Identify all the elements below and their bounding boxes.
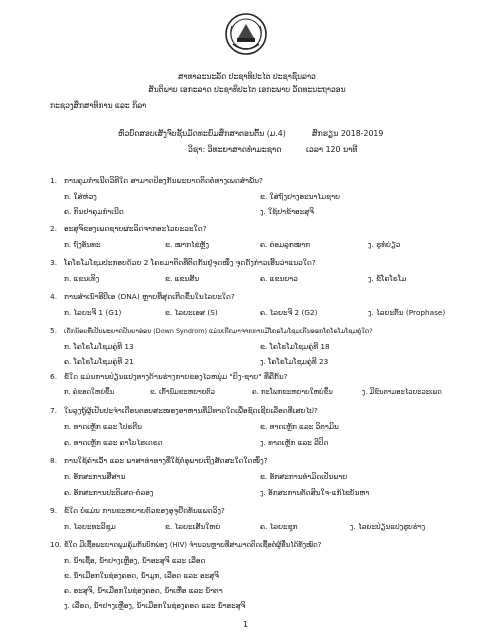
question-9 xyxy=(50,506,225,515)
q10-option-b: ຂ. ນ້ຳເມືອກໃນຊ່ອງຄອດ, ນ້ຳມູກ, ເລືອດ ແລະ ອະສຸຈິ xyxy=(64,571,219,580)
exam-title: ຫົວບົດສອບເສັງຈົບຊັ້ນມັດທະຍົມສຶກສາຕອນຕົ້ນ (ມ.4) xyxy=(118,129,286,138)
q4-option-a: ກ. ໄລຍະຈີ 1 (G1) xyxy=(64,308,122,317)
q5-option-b: ຂ. ໂຄໂຣໂມໂຊມຄູ່ທີ 18 xyxy=(260,342,330,351)
q10-option-c: ຄ. ອະສຸຈິ, ນ້ຳເມືອກໃນຊ່ອງຄອດ, ນ້ຳເຫື່ອ ແລະ ນ້ຳຕາ xyxy=(64,586,223,595)
question-number: 10. xyxy=(50,540,62,549)
q3-option-a: ກ. ແຂນເທິງ xyxy=(64,274,100,283)
q6-option-d: ງ. ມີຂົນຕາມອະໄວຍະວະເພດ xyxy=(362,388,442,396)
question-text: ຂໍ້ໃດ ແມ່ນການປ່ຽນແປງທາງດ້ານຮ່າງກາຍຂອງໄວຫນຸ່ມ "ຍິງ-ຊາຍ" ທີ່ຄືກັນ? xyxy=(64,372,288,381)
question-2 xyxy=(50,224,207,233)
q1-option-a: ກ. ໃສ່ຫ່ວງ xyxy=(64,192,97,201)
question-number: 9. xyxy=(50,506,58,515)
q1-option-c: ຄ. ກິນຢາຄຸມກຳເນີດ xyxy=(64,207,124,216)
question-text: ການສຳເນົາອີບີເອ (DNA) ຫຼາຍທີ່ສຸດເກີດຂຶ້ນໃນໄລຍະໃດ? xyxy=(64,292,235,301)
question-number: 1. xyxy=(50,176,58,185)
q2-option-d: ງ. ຮູທໍ່ຍ່ຽວ xyxy=(368,240,401,249)
question-number: 7. xyxy=(50,406,58,415)
question-number: 5. xyxy=(50,326,58,335)
header-motto: ສັນຕິພາບ ເອກະລາດ ປະຊາທິປະໄຕ ເອກະພາບ ວັດທະນະຖາວອນ xyxy=(148,85,346,94)
exam-time: ເວລາ 120 ນາທີ xyxy=(306,145,358,154)
exam-year: ສົກຮຽນ 2018-2019 xyxy=(312,129,384,138)
q9-option-d: ງ. ໄລຍະປ່ຽນແປງຮູບຮ່າງ xyxy=(350,522,426,531)
q7-option-a: ກ. ທາດເຫຼັກ ແລະ ໂປຣຕີນ xyxy=(64,422,142,431)
question-text: ຂໍ້ໃດ ມີເຊື້ອພະຍາດພູມຄຸ້ມກັນບົກພ່ອງ (HIV) ຈຳນວນຫຼາຍທີ່ສາມາດຕິດເຊື້ອຕໍ່ຜູ້ອື່ນໄດ້ທັງໝົດ? xyxy=(64,541,322,549)
question-number: 2. xyxy=(50,224,58,233)
question-text: ການໃຊ້ຄຳເວົ້າ ແລະ ພາສາທ່າທາງທີ່ໃຊ້ຕໍ່ອຸພາຍເຖິງສັດສະໃດໃດໜຶ່ງ? xyxy=(64,456,268,465)
q7-option-c: ຄ. ທາດເຫຼັກ ແລະ ຄາໂບໄຮເດຣດ xyxy=(64,438,163,447)
question-text: ຂໍ້ໃດ ບໍ່ແມ່ນ ການຂະຫຍາຍຕົວຂອງອຸຈຸຍືດທັນແພດວິງ? xyxy=(64,506,225,515)
header-country: ສາທາລະນະລັດ ປະຊາທິປະໄຕ ປະຊາຊົນລາວ xyxy=(178,72,316,81)
q8-option-a: ກ. ອັກສະການສື່ສານ xyxy=(64,472,126,481)
q5-option-c: ຄ. ໂຄໂຣໂມໂຊມຄູ່ທີ 21 xyxy=(64,357,134,366)
q6-option-b: ຂ. ເຕົ້ານົມຂະຫຍາຍຕົວ xyxy=(150,388,215,396)
question-number: 3. xyxy=(50,258,58,267)
q3-option-b: ຂ. ແຂນສັ້ນ xyxy=(165,274,200,283)
q9-option-b: ຂ. ໄລຍະເສັ້ນໃຫຍ່ xyxy=(165,522,221,531)
national-emblem-icon xyxy=(224,12,268,56)
question-text: ອະສຸຈິຂອງເພດຊາຍຜະລິດຈາກອະໄວຍະວະໃດ? xyxy=(64,224,207,233)
q10-option-a: ກ. ນ້ຳເຊື້ອ, ນ້ຳຢາງເຫຼືອງ, ນ້ຳອະສຸຈິ ແລະ ເລືອດ xyxy=(64,556,206,565)
question-5 xyxy=(50,326,373,335)
q6-option-a: ກ. ຄໍຂອດໃຫຍ່ຂຶ້ນ xyxy=(64,388,115,396)
q4-option-d: ງ. ໄລຍະຕົ້ນ (Prophase) xyxy=(368,308,446,317)
q7-option-b: ຂ. ທາດເຫຼັກ ແລະ ວິຕາມິນ xyxy=(260,422,339,431)
q9-option-a: ກ. ໄລຍະທະລີຊູມ xyxy=(64,522,116,531)
question-3 xyxy=(50,258,316,267)
header-ministry: ກະຊວງສຶກສາທິການ ແລະ ກິລາ xyxy=(50,101,147,110)
question-text: ໃນລຸງຖູ້ຜູ້ເປັນປະຈຳເດືອນຕອບສະໜອງອາຫານທີ່ມີທາດໃດເພື່ອຊົດເຊີຍເລືອດທີ່ເສຍໄປ? xyxy=(64,406,318,415)
q6-option-c: ຄ. ກະໂພກຂະຫຍາຍໃຫຍ່ຂຶ້ນ xyxy=(252,388,333,396)
q5-option-a: ກ. ໂຄໂຣໂມໂຊມຄູ່ທີ 13 xyxy=(64,342,134,351)
page-number: 1 xyxy=(243,620,249,629)
q8-option-b: ຂ. ອັກສະການທຳມິດເປັນພາຍ xyxy=(260,472,348,481)
question-6 xyxy=(50,372,288,381)
question-number: 4. xyxy=(50,292,58,301)
question-text: ການຄຸມກຳເນີດວິທີໃດ ສາມາດປ້ອງກັນພະຍາດຕິດຕໍ່ທາງເພດສຳພັນ? xyxy=(64,176,263,185)
q8-option-c: ຄ. ອັກສະການປະຕິເສດ-ຕໍ່ລອງ xyxy=(64,488,154,497)
question-text: ໂຄໂຣໂມໂຊມປະກອບດ້ວຍ 2 ໂຄຣມາຕິດທີ່ຕິດກັນຢູ່ຈຸດໜຶ່ງ ຈຸດດັ່ງກ່າວເອີ້ນວ່າແນວໃດ? xyxy=(64,258,316,267)
q5-option-d: ງ. ໂຄໂຣໂມໂຊມຄູ່ທີ 23 xyxy=(260,357,329,366)
q10-option-d: ງ. ເລືອດ, ນ້ຳຢາງເຫຼືອງ, ນ້ຳເມືອກໃນຊ່ອງຄອດ ແລະ ນ້ຳອະສຸຈິ xyxy=(64,601,246,610)
q9-option-c: ຄ. ໄລຍະຊຸກ xyxy=(260,522,298,531)
q3-option-d: ງ. ຂໍ້ໂຄໂຣໂມ xyxy=(368,274,407,283)
q7-option-d: ງ. ທາດເຫຼັກ ແລະ ລີປິດ xyxy=(260,438,329,447)
question-10 xyxy=(50,540,321,549)
question-4 xyxy=(50,292,235,301)
q1-option-d: ງ. ໃຊ້ຢາຂ້າອະສຸຈິ xyxy=(260,207,314,216)
exam-subject: ວິຊາ: ວິທະຍາສາດທຳມະຊາດ xyxy=(188,145,282,154)
question-7 xyxy=(50,406,318,415)
q1-option-b: ຂ. ໃສ່ຖົງຢາງອະນາໄມຊາຍ xyxy=(260,192,341,201)
question-number: 6. xyxy=(50,372,58,381)
q2-option-a: ກ. ຖົງອັນທະ xyxy=(64,240,101,249)
question-text: ເດັກນ້ອຍທີ່ເປັນພະຍາດປັນຍາອ່ອນ (Down Syndrom) ແມ່ນເກີດມາຈາກການມີໂຄຣໂມໂຊມເກີນອອກໂຄໂຣໂມໂຊມຄູ່ໃດ? xyxy=(64,327,373,335)
q3-option-c: ຄ. ແຂນຍາວ xyxy=(260,274,298,283)
question-number: 8. xyxy=(50,456,58,465)
question-1 xyxy=(50,176,263,185)
question-8 xyxy=(50,456,268,465)
q4-option-b: ຂ. ໄລຍະເອສ (S) xyxy=(165,308,218,317)
q4-option-c: ຄ. ໄລຍະຈີ 2 (G2) xyxy=(260,308,318,317)
q2-option-b: ຂ. ໝາກໄຂ່ຫຼັງ xyxy=(165,240,210,249)
q8-option-d: ງ. ອັກສະການຕັດສິນໃຈ-ແກ້ໄຂບັນຫາ xyxy=(260,488,370,497)
q2-option-c: ຄ. ຕ່ອມລູກໝາກ xyxy=(260,240,311,249)
